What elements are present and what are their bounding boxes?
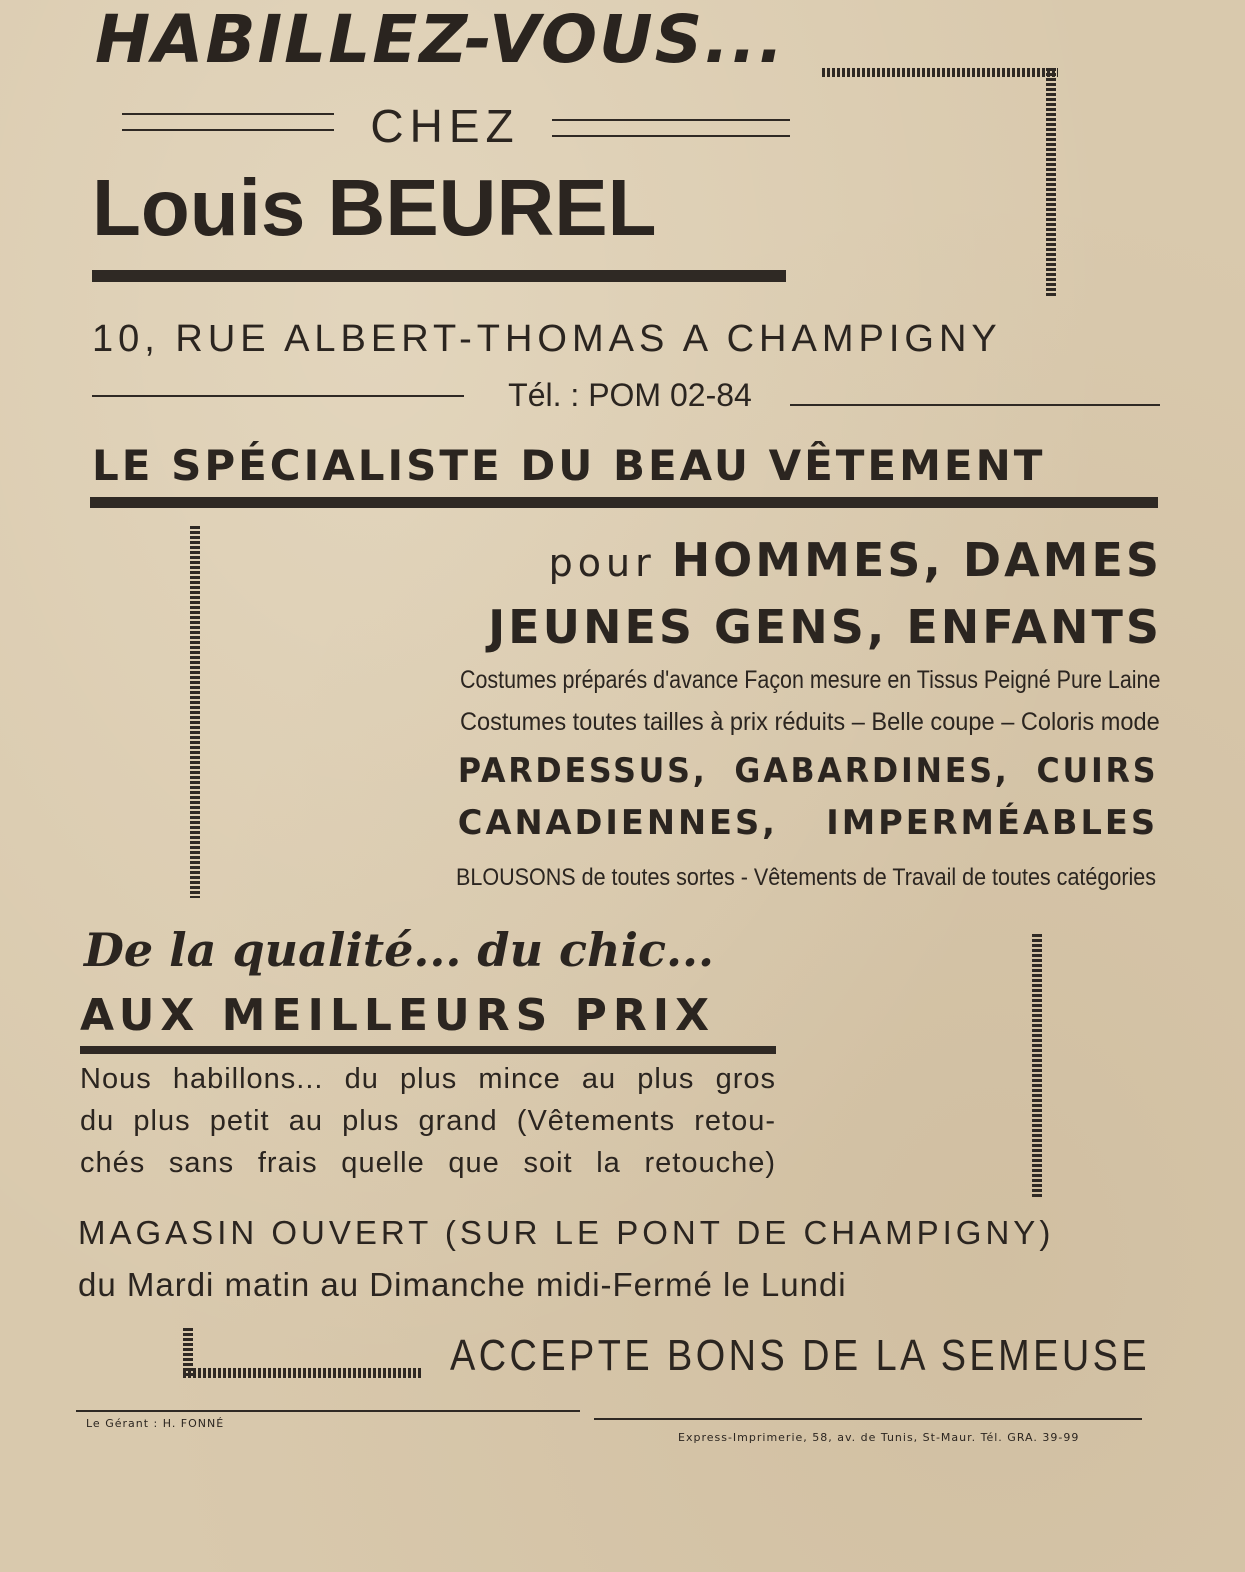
pardessus-line: PARDESSUS, GABARDINES, CUIRS [457,751,1159,791]
costumes-line-1: Costumes préparés d'avance Façon mesure en Tissus Peigné Pure Laine [460,666,1161,694]
costumes-line-2: Costumes toutes tailles à prix réduits – Belle coupe – Coloris mode [460,708,1160,736]
chez-rule-right-1 [552,119,790,121]
right-dotted-bar [1032,934,1042,1198]
pour-word: pour [548,541,656,585]
corner-frame-right [1046,68,1056,296]
best-prices: AUX MEILLEURS PRIX [80,990,716,1041]
printer-credit: Express-Imprimerie, 58, av. de Tunis, St-Maur. Tél. GRA. 39-99 [678,1431,1080,1444]
name-underline [92,270,786,282]
specialist-heading: LE SPÉCIALISTE DU BEAU VÊTEMENT [92,441,1046,490]
manager-credit: Le Gérant : H. FONNÉ [86,1417,225,1430]
store-owner-name: Louis BEUREL [92,163,657,252]
corner-frame-top [822,68,1058,77]
footer-rule-left [76,1410,580,1412]
prix-underline [80,1046,776,1054]
hommes-dames: HOMMES, DAMES [671,533,1162,587]
para-line-2: du plus petit au plus grand (Vêtements retou- [80,1105,776,1137]
accepts-vouchers: ACCEPTE BONS DE LA SEMEUSE [450,1331,1151,1380]
audience-line-1 [462,530,1162,601]
para-line-1: Nous habillons... du plus mince au plus gros [80,1063,776,1095]
chez-label: CHEZ [370,100,520,152]
tel-rule-right [790,404,1160,406]
left-dotted-bar [190,526,200,898]
specialist-underline [90,497,1158,508]
headline: HABILLEZ-VOUS... [95,1,786,78]
shop-location: MAGASIN OUVERT (SUR LE PONT DE CHAMPIGNY) [78,1214,1055,1251]
footer-rule-right [594,1418,1142,1420]
opening-days: du Mardi matin au Dimanche midi-Fermé le Lundi [78,1266,847,1303]
chez-rule-left-2 [122,129,334,131]
address: 10, RUE ALBERT-THOMAS A CHAMPIGNY [92,318,1002,360]
tel-rule-left [92,395,464,397]
para-line-3: chés sans frais quelle que soit la retouche) [80,1147,776,1179]
chez-rule-left-1 [122,113,334,115]
audience-line-2: JEUNES GENS, ENFANTS [488,600,1162,654]
tagline: De la qualité... du chic... [84,923,715,977]
chez-rule-right-2 [552,135,790,137]
bottom-corner-horizontal [183,1368,423,1378]
canadiennes-line: CANADIENNES, IMPERMÉABLES [457,803,1158,843]
blousons-line: BLOUSONS de toutes sortes - Vêtements de Travail de toutes catégories [456,864,1157,891]
description-paragraph [80,1058,776,1184]
phone-number: Tél. : POM 02-84 [508,377,752,413]
